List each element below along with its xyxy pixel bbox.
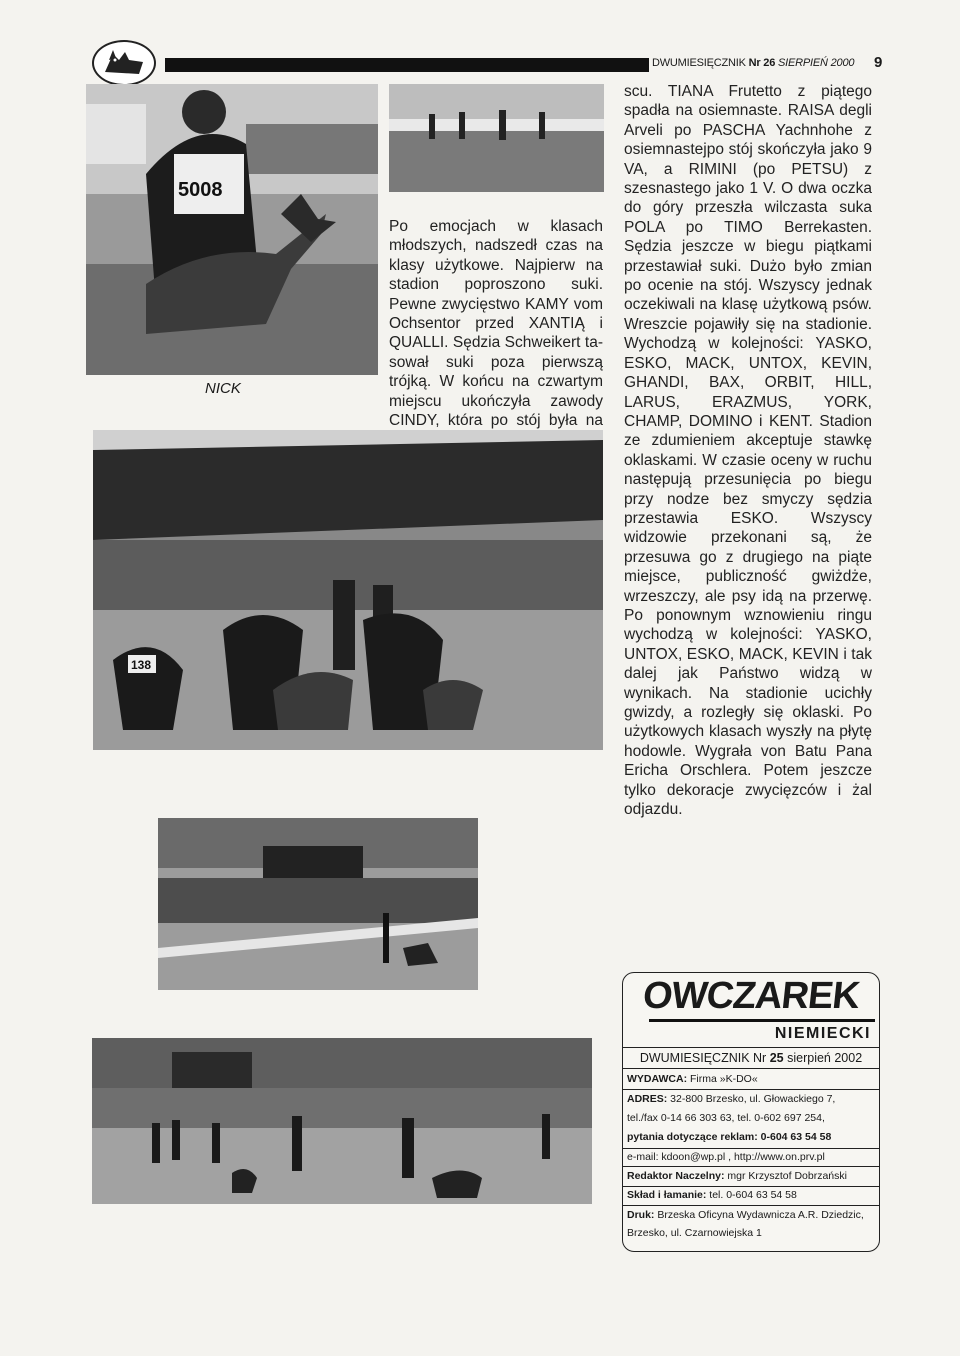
photo-stadium-dog-run xyxy=(389,84,604,192)
divider xyxy=(623,1148,879,1149)
article-text-right-column xyxy=(624,82,872,819)
bib-number-small: 138 xyxy=(131,658,152,672)
masthead-title: OWCZAREK xyxy=(640,975,862,1017)
dog-map-logo-icon xyxy=(92,40,156,86)
header-bar xyxy=(165,58,649,72)
page-number: 9 xyxy=(874,54,883,71)
masthead-subtitle: NIEMIECKI xyxy=(774,1025,871,1042)
article-paragraph: Po emocjach w klasach młodszych, nadszedł czas na klasy użytkowe. Najpierw na stadion poproszono suki. Pewne zwycięstwo KAMY vom Ochsentor przed XANTIĄ i QUALLI. Sędzia Schweikert tasował suki poza pierwszą trójką. W końcu na czwartym miejscu ukończyła zawody CINDY, która po stój była na xyxy=(389,218,603,430)
header-date: SIERPIEŃ 2000 xyxy=(778,57,855,69)
masthead-editor: Redaktor Naczelny: mgr Krzysztof Dobrzański xyxy=(627,1170,847,1182)
bib-number: 5008 xyxy=(178,179,223,201)
masthead-email: e-mail: kdoon@wp.pl , http://www.on.prv.pl xyxy=(627,1151,825,1163)
running-header xyxy=(652,57,854,69)
masthead-print: Druk: Brzeska Oficyna Wydawnicza A.R. Dziedzic, xyxy=(627,1209,864,1221)
header-publication: DWUMIESIĘCZNIK xyxy=(652,57,746,69)
photo-stadium-judging xyxy=(93,430,603,750)
divider xyxy=(623,1068,879,1069)
masthead-layout: Skład i łamanie: tel. 0-604 63 54 58 xyxy=(627,1189,797,1201)
header-issue: Nr 26 xyxy=(748,57,776,69)
masthead-box xyxy=(622,972,880,1252)
masthead-underline xyxy=(649,1019,875,1022)
masthead-address: ADRES: 32-800 Brzesko, ul. Głowackiego 7, xyxy=(627,1093,836,1105)
masthead-issue xyxy=(623,1051,879,1065)
photo-nick-handler-with-dog xyxy=(86,84,378,375)
issue-number: 25 xyxy=(769,1051,784,1065)
masthead-publisher: WYDAWCA: Firma »K-DO« xyxy=(627,1073,758,1085)
article-text-left-column xyxy=(389,217,603,450)
divider xyxy=(623,1205,879,1206)
issue-prefix: DWUMIESIĘCZNIK xyxy=(639,1051,750,1065)
article-paragraph: scu. TIANA Frutetto z piątego spadła na osiemnaste. RAISA degli Arveli po PASCHA Yachnhohe z osiemnastejpo stój skończyła jako 9 VA, a RIMINI (po PETSU) z szesnastego jako 1 V. O dwa oczka do góry przeszła wilczasta suka POLA po TIMO Berrekasten. Sędzia jeszcze w biegu piątkami przestawiał suki. Dużo było zmian po ocenie na stój. Wszyscy jednak oczekiwali na klasę użytkową psów. Wreszcie pojawiły się na stadionie. Wychodzą w kolejności: YASKO, ESKO, MACK, UNTOX, KEVIN, GHANDI, BAX, ORBIT, HILL, LARUS, ERAZMUS, YORK, CHAMP, DOMINO i KENT. Stadion ze zdumieniem akceptuje stawkę oklaskami. W czasie oceny w ruchu następują przesunięcia po biegu przy nodze bez smyczy sędzia przestawia ESKO. Wszyscy widzowie przekonani są, że przesuwa go z drugiego na piąte miejsce, publiczność gwiżdże, wrzeszczy, ale psy idą na przerwę. Po ponownym wznowieniu ringu wychodzą w kolejności: YASKO, UNTOX, ESKO, MACK, KEVIN i tak dalej jak Państwo widzą w wynikach. Na stadionie ucichły gwizdy, a rozległy się oklaski. Po użytkowych klasach wyszły na płytę hodowle. Wygrała von Batu Pana Ericha Orschlera. Potem jeszcze tylko dekoracje zwycięzców i żal odjazdu. xyxy=(624,83,872,819)
photo-stadium-scoreboard xyxy=(158,818,478,990)
issue-nr-label: Nr xyxy=(753,1051,767,1065)
masthead-print-address: Brzesko, ul. Czarnowiejska 1 xyxy=(627,1227,762,1239)
photo-caption: NICK xyxy=(205,380,241,397)
issue-date: sierpień 2002 xyxy=(787,1051,863,1065)
photo-dogs-gaiting xyxy=(92,1038,592,1204)
masthead-phone: tel./fax 0-14 66 303 63, tel. 0-602 697 254, xyxy=(627,1112,825,1124)
divider xyxy=(623,1047,879,1048)
masthead-ads-contact: pytania dotyczące reklam: 0-604 63 54 58 xyxy=(627,1131,832,1143)
divider xyxy=(623,1089,879,1090)
divider xyxy=(623,1186,879,1187)
divider xyxy=(623,1166,879,1167)
